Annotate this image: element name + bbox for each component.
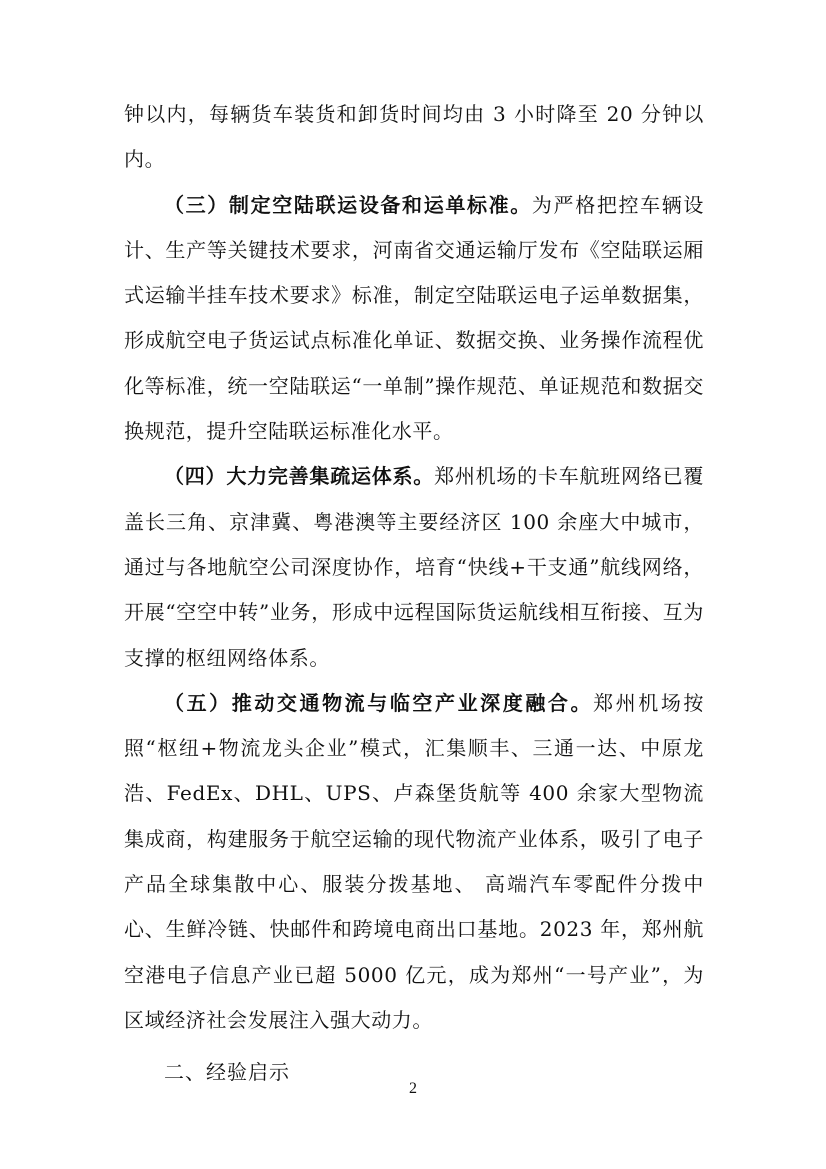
paragraph-text: 郑州机场的卡车航班网络已覆盖长三角、京津冀、粤港澳等主要经济区 100 余座大中城市，通过与各地航空公司深度协作，培育“快线+干支通”航线网络，开展“空空中转”业务，形成中远程国际货运航线相互衔接、互为支撑的枢纽网络体系。 (124, 464, 704, 670)
paragraph-continuation (124, 92, 704, 183)
section-heading: 二、经验启示 (164, 1060, 290, 1085)
paragraph-text: 为严格把控车辆设计、生产等关键技术要求，河南省交通运输厅发布《空陆联运厢式运输半挂车技术要求》标准，制定空陆联运电子运单数据集，形成航空电子货运试点标准化单证、数据交换、业务操作流程优化等标准，统一空陆联运“一单制”操作规范、单证规范和数据交换规范，提升空陆联运标准化水平。 (124, 192, 704, 444)
paragraph-collection-system (124, 454, 704, 680)
paragraph-industry-integration (124, 681, 704, 1043)
paragraph-heading: （四）大力完善集疏运体系。 (164, 464, 435, 489)
paragraph-heading: （三）制定空陆联运设备和运单标准。 (164, 192, 532, 217)
paragraph-text: 郑州机场按照“枢纽+物流龙头企业”模式，汇集顺丰、三通一达、中原龙浩、FedEx、DHL、UPS、卢森堡货航等 400 余家大型物流集成商，构建服务于航空运输的现代物流产业体系，吸引了电子产品全球集散中心、服装分拨基地、 高端汽车零配件分拨中心、生鲜冷链、快邮件和跨境电商出口基地。2023 年，郑州航空港电子信息产业已超 5000 亿元，成为郑州“一号产业”，为区域经济社会发展注入强大动力。 (124, 690, 705, 1032)
document-body (124, 92, 704, 1096)
paragraph-text: 钟以内，每辆货车装货和卸货时间均由 3 小时降至 20 分钟以内。 (124, 102, 704, 172)
paragraph-standards (124, 183, 704, 455)
page-number: 2 (409, 1080, 417, 1097)
paragraph-heading: （五）推动交通物流与临空产业深度融合。 (164, 690, 594, 715)
